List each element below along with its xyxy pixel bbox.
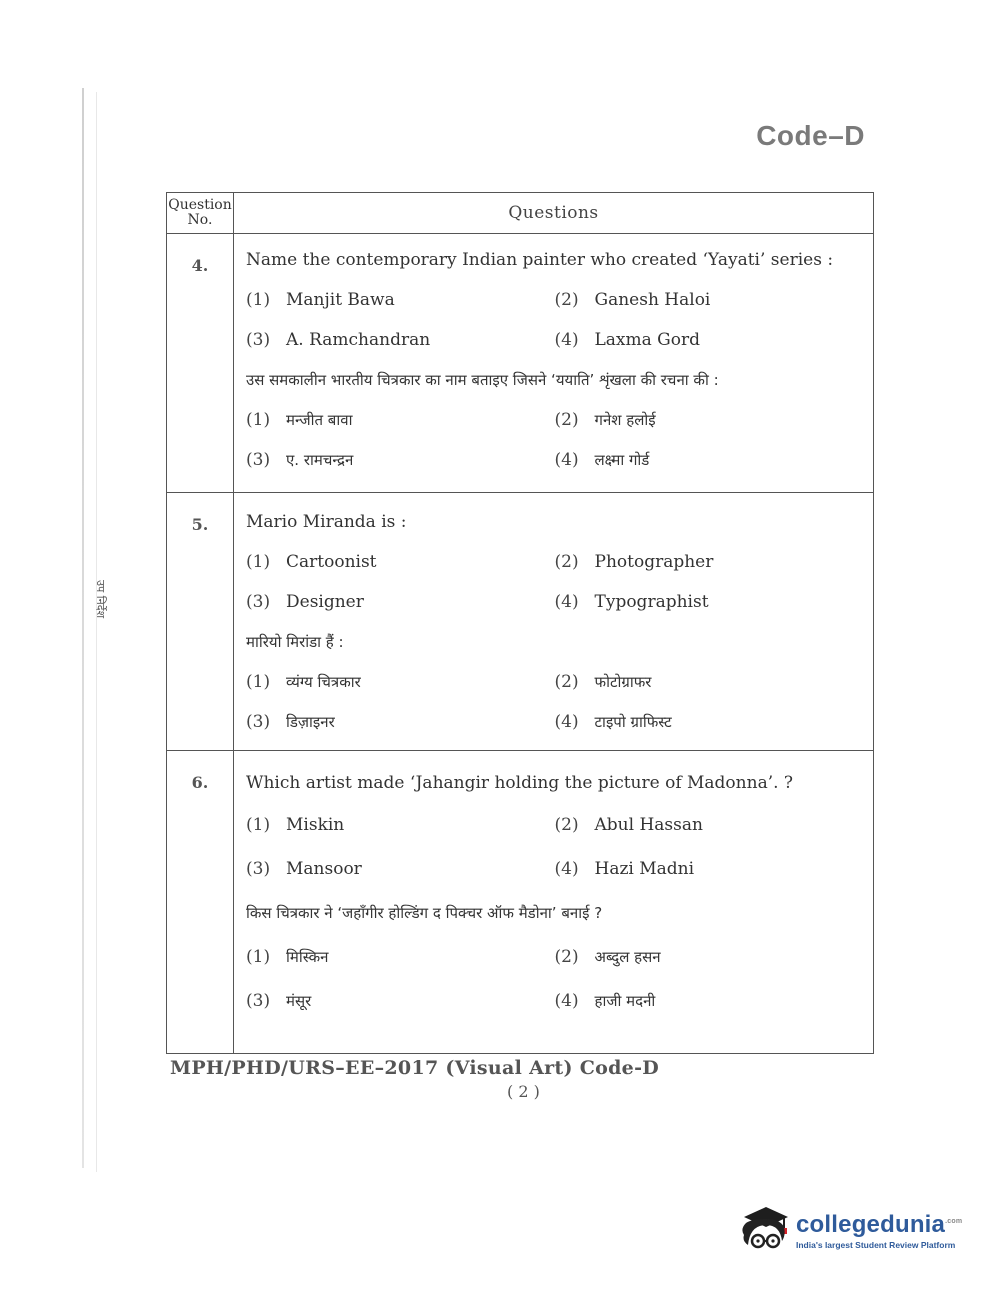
question-stem-hi: किस चित्रकार ने ‘जहाँगीर होल्डिंग द पिक्चर ऑफ मैडोना’ बनाई ? <box>246 904 603 922</box>
option-text: Typographist <box>594 592 709 612</box>
option <box>555 847 864 891</box>
question-body <box>234 493 874 751</box>
option <box>246 662 555 702</box>
option-text: लक्ष्मा गोर्ड <box>594 451 650 469</box>
option <box>246 400 555 440</box>
option-number: (4) <box>554 592 579 612</box>
mascot-icon <box>736 1201 792 1257</box>
option <box>246 847 555 891</box>
question-number: 4. <box>167 234 234 493</box>
paper-code-header: Code–D <box>756 120 865 151</box>
option <box>555 662 864 702</box>
option-number: (1) <box>246 947 271 967</box>
option-number: (2) <box>554 290 579 310</box>
question-stem-hi: उस समकालीन भारतीय चित्रकार का नाम बताइए जिसने ‘ययाति’ शृंखला की रचना की : <box>246 371 719 389</box>
question-body <box>234 234 874 493</box>
question-number: 5. <box>167 493 234 751</box>
question-no-header: Question No. <box>167 193 234 234</box>
options-en <box>246 542 863 622</box>
option-text: डिज़ाइनर <box>286 713 335 731</box>
brand-name: collegedunia$^{.com}$ <box>796 1210 963 1238</box>
option-number: (1) <box>246 290 271 310</box>
question-row-5 <box>167 493 874 751</box>
question-row-4 <box>167 234 874 493</box>
question-table <box>166 192 874 1054</box>
option-text: Abul Hassan <box>594 815 703 835</box>
option-number: (4) <box>554 859 579 879</box>
margin-handwriting: उप निर्देश <box>94 580 107 619</box>
option <box>246 803 555 847</box>
option-number: (1) <box>246 410 271 430</box>
option-number: (3) <box>246 450 271 470</box>
option <box>555 400 864 440</box>
option <box>246 935 555 979</box>
option-number: (4) <box>554 712 579 732</box>
options-en <box>246 280 863 360</box>
option-text: Ganesh Haloi <box>594 290 711 310</box>
option <box>246 582 555 622</box>
option <box>555 979 864 1023</box>
option <box>555 702 864 742</box>
option-number: (3) <box>246 592 271 612</box>
option-text: Photographer <box>594 552 714 572</box>
question-stem-en: Name the contemporary Indian painter who created ‘Yayati’ series : <box>246 250 834 270</box>
option-number: (4) <box>554 330 579 350</box>
option-text: Hazi Madni <box>594 859 695 879</box>
question-row-6 <box>167 751 874 1054</box>
options-en <box>246 803 863 891</box>
option <box>555 280 864 320</box>
option-number: (3) <box>246 712 271 732</box>
option <box>246 979 555 1023</box>
option-number: (4) <box>554 991 579 1011</box>
option-text: Mansoor <box>286 859 362 879</box>
question-stem-en: Mario Miranda is : <box>246 512 407 532</box>
option-text: फोटोग्राफर <box>594 673 652 691</box>
option-text: व्यंग्य चित्रकार <box>286 673 361 691</box>
options-hi <box>246 400 863 480</box>
option-text: Designer <box>286 592 364 612</box>
option-text: Laxma Gord <box>594 330 700 350</box>
question-number: 6. <box>167 751 234 1054</box>
option <box>246 542 555 582</box>
question-stem-en: Which artist made ‘Jahangir holding the picture of Madonna’. ? <box>246 773 794 793</box>
option <box>555 320 864 360</box>
option-number: (3) <box>246 859 271 879</box>
option-text: Cartoonist <box>286 552 377 572</box>
questions-header: Questions <box>234 193 874 234</box>
option-text: हाजी मदनी <box>594 992 656 1010</box>
option-text: मन्जीत बावा <box>286 411 353 429</box>
footer-paper-code: MPH/PHD/URS–EE–2017 (Visual Art) Code-D <box>170 1057 660 1079</box>
question-stem-hi: मारियो मिरांडा हैं : <box>246 633 344 651</box>
option-text: अब्दुल हसन <box>594 948 661 966</box>
option-number: (4) <box>554 450 579 470</box>
option-number: (2) <box>554 947 579 967</box>
option-number: (3) <box>246 330 271 350</box>
option-text: A. Ramchandran <box>286 330 431 350</box>
options-hi <box>246 935 863 1023</box>
option <box>246 320 555 360</box>
option <box>555 582 864 622</box>
option-number: (2) <box>554 410 579 430</box>
option <box>555 440 864 480</box>
option <box>555 803 864 847</box>
option-number: (3) <box>246 991 271 1011</box>
option-number: (1) <box>246 815 271 835</box>
option-text: मिस्किन <box>286 948 329 966</box>
option-text: Miskin <box>286 815 345 835</box>
option <box>555 935 864 979</box>
page-number: ( 2 ) <box>507 1082 540 1101</box>
options-hi <box>246 662 863 742</box>
option-number: (1) <box>246 672 271 692</box>
option <box>246 280 555 320</box>
option-number: (2) <box>554 552 579 572</box>
option-text: ए. रामचन्द्रन <box>286 451 354 469</box>
option-number: (1) <box>246 552 271 572</box>
option <box>246 702 555 742</box>
brand-tagline: India's largest Student Review Platform <box>796 1239 956 1250</box>
table-header-row <box>167 193 874 234</box>
option-text: गनेश हलोई <box>594 411 656 429</box>
option-number: (2) <box>554 672 579 692</box>
question-body <box>234 751 874 1054</box>
option-text: Manjit Bawa <box>286 290 395 310</box>
option-number: (2) <box>554 815 579 835</box>
collegedunia-watermark[interactable] <box>736 1198 961 1260</box>
option-text: मंसूर <box>286 992 312 1010</box>
option <box>246 440 555 480</box>
option-text: टाइपो ग्राफिस्ट <box>594 713 672 731</box>
option <box>555 542 864 582</box>
